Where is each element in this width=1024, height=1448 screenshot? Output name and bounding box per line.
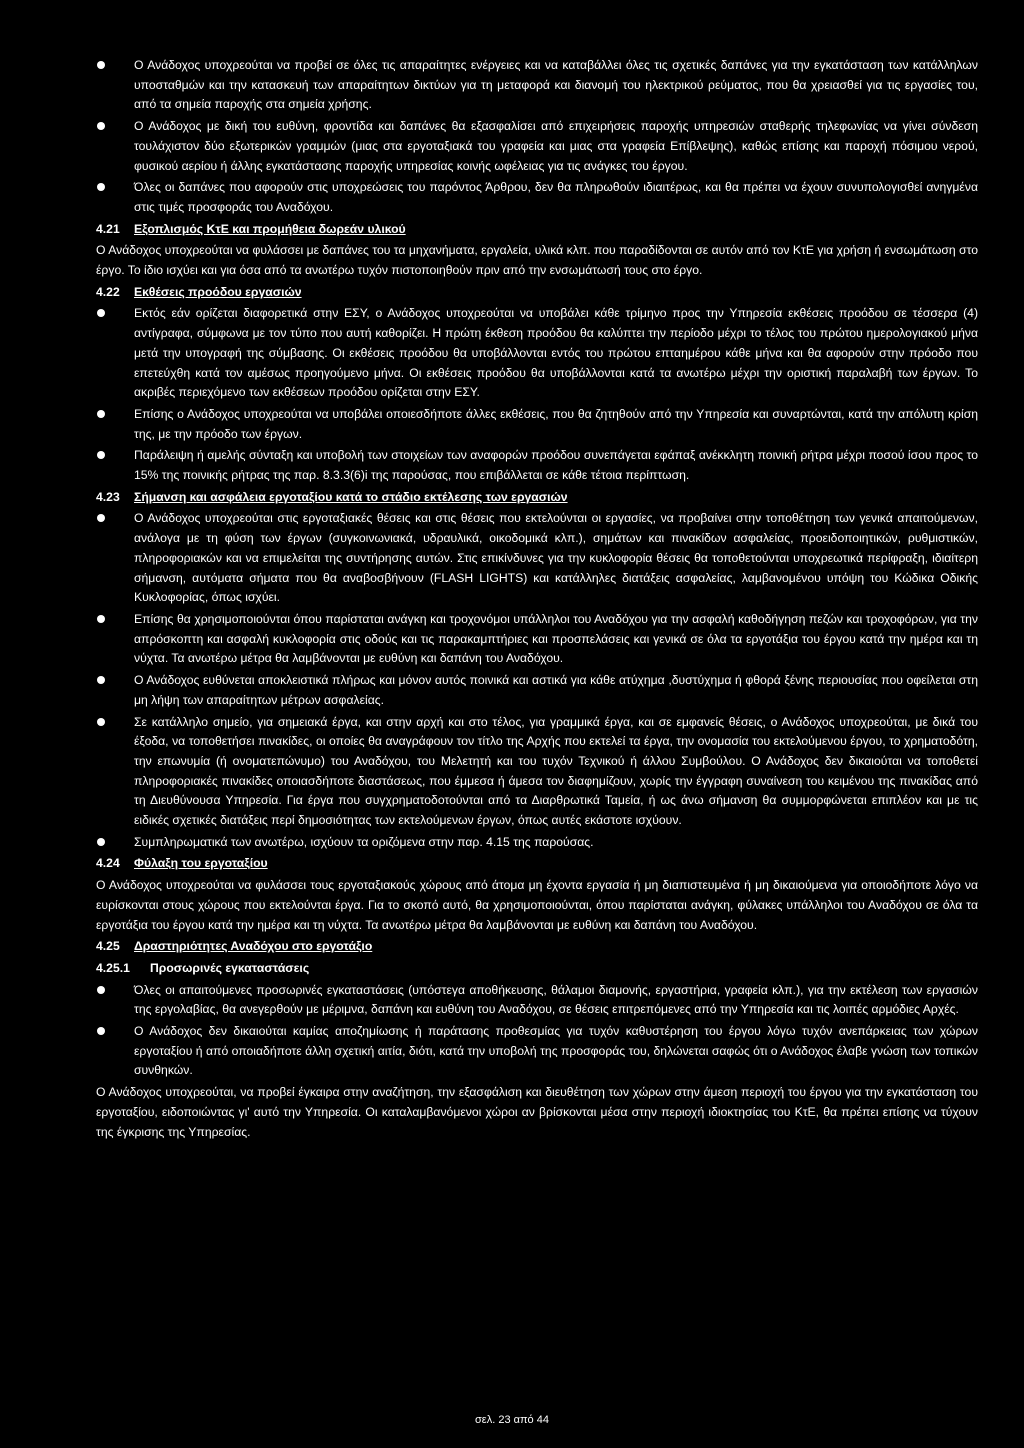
section-number: 4.25 — [96, 939, 120, 954]
bullet-item: Συμπληρωματικά των ανωτέρω, ισχύουν τα οριζόμενα στην παρ. 4.15 της παρούσας. — [96, 833, 978, 853]
section-heading — [96, 488, 978, 508]
bullet-item: Ο Ανάδοχος δεν δικαιούται καμίας αποζημίωσης ή παράτασης προθεσμίας για τυχόν καθυστέρηση του έργου λόγω τυχόν ανεπάρκειας των χώρων εργοταξίου ή από οποιαδήποτε άλλη σχετική αιτία, διότι, κατά την υποβολή της προσφοράς του, δηλώνεται σαφώς ότι ο Ανάδοχος έλαβε γνώση των τοπικών συνθηκών. — [96, 1022, 978, 1081]
page-number: σελ. 23 από 44 — [475, 1414, 549, 1426]
section-number: 4.22 — [96, 284, 120, 299]
section-heading — [96, 937, 978, 957]
bullet-item: Όλες οι δαπάνες που αφορούν στις υποχρεώσεις του παρόντος Άρθρου, δεν θα πληρωθούν ιδιαιτέρως, και θα πρέπει να έχουν συνυπολογισθεί ανηγμένα στις τιμές προσφοράς του Αναδόχου. — [96, 178, 978, 217]
section-heading — [96, 959, 978, 979]
section-heading — [96, 283, 978, 303]
paragraph: Ο Ανάδοχος υποχρεούται, να προβεί έγκαιρα στην αναζήτηση, την εξασφάλιση και διευθέτηση των χώρων στην άμεση περιοχή του έργου για την εγκατάσταση του εργοταξίου, ειδοποιώντας γι' αυτό την Υπηρεσία. Οι καταλαμβανόμενοι χώροι αν βρίσκονται μέσα στην περιοχή ιδιοκτησίας του ΚτΕ, θα πρέπει επίσης να τύχουν της έγκρισης της Υπηρεσίας. — [96, 1085, 978, 1139]
section-title: Φύλαξη του εργοταξίου — [134, 856, 268, 871]
document-body — [96, 56, 978, 1144]
section-number: 4.24 — [96, 856, 120, 871]
paragraph: Ο Ανάδοχος υποχρεούται να φυλάσσει με δαπάνες του τα μηχανήματα, εργαλεία, υλικά κλπ. που παραδίδονται σε αυτόν από τον ΚτΕ για χρήση ή ενσωμάτωση στο έργο. Το ίδιο ισχύει και για όσα από τα ανωτέρω τυχόν πιστοποιηθούν πριν από την ενσωμάτωσή τους στο έργο. — [96, 243, 978, 278]
section-title: Δραστηριότητες Αναδόχου στο εργοτάξιο — [134, 939, 373, 954]
bullet-item: Σε κατάλληλο σημείο, για σημειακά έργα, και στην αρχή και στο τέλος, για γραμμικά έργα, και σε εμφανείς θέσεις, ο Ανάδοχος υποχρεούται, με δικά του έξοδα, να τοποθετήσει πινακίδες, οι οποίες θα αναγράφουν τον τίτλο της Αρχής που εκτελεί τα έργα, την ονομασία του εκτελούμενου έργου, το χρηματοδότη, την επωνυμία (ή ονοματεπώνυμο) του Αναδόχου, του Μελετητή και του τυχόν Τεχνικού ή άλλου Συμβούλου. Ο Ανάδοχος δεν δικαιούται να τοποθετεί πληροφοριακές πινακίδες οποιασδήποτε διαστάσεως, που έμμεσα ή άμεσα τον διαφημίζουν, χωρίς την έγγραφη συναίνεση του κειμένου της πινακίδας από τη Διευθύνουσα Υπηρεσία. Για έργα που συγχρηματοδοτούνται από τα Διαρθρωτικά Ταμεία, ή ως άνω σήμανση θα συμμορφώνεται επιπλέον και με τις ειδικές σχετικές διατάξεις περί δημοσιότητας των εκτελούμενων έργων, όπως αυτές εκάστοτε ισχύουν. — [96, 713, 978, 831]
bullet-item: Ο Ανάδοχος με δική του ευθύνη, φροντίδα και δαπάνες θα εξασφαλίσει από επιχειρήσεις παροχής υπηρεσιών σταθερής τηλεφωνίας να γίνει σύνδεση τουλάχιστον δύο εξωτερικών γραμμών (μιας στα εργοταξιακά του γραφεία και μιας στα γραφεία Επίβλεψης), καθώς επίσης και παροχή πόσιμου νερού, φυσικού αερίου ή άλλης εγκατάστασης παροχής υπηρεσίας κοινής ωφέλειας για τις ανάγκες του έργου. — [96, 117, 978, 176]
bullet-item: Επίσης ο Ανάδοχος υποχρεούται να υποβάλει οποιεσδήποτε άλλες εκθέσεις, που θα ζητηθούν από την Υπηρεσία και συναρτώνται, κατά την απόλυτη κρίση της, με την πρόοδο των έργων. — [96, 405, 978, 444]
section-number: 4.23 — [96, 489, 120, 504]
paragraph: Ο Ανάδοχος υποχρεούται να φυλάσσει τους εργοταξιακούς χώρους από άτομα μη έχοντα εργασία ή μη διαπιστευμένα ή μη δικαιούμενα για οποιοδήποτε λόγο να ευρίσκονται στους χώρους που εκτελούνται έργα. Για το σκοπό αυτό, θα χρησιμοποιούνται, όπου παρίσταται ανάγκη, φύλακες υπάλληλοι του Αναδόχου σε όλα τα εργοτάξια του έργου κατά την ημέρα και τη νύχτα. Τα ανωτέρω μέτρα θα λαμβάνονται με ευθύνη και δαπάνη του Αναδόχου. — [96, 878, 978, 932]
section-title: Εξοπλισμός ΚτΕ και προμήθεια δωρεάν υλικού — [134, 221, 406, 236]
section-title: Σήμανση και ασφάλεια εργοταξίου κατά το στάδιο εκτέλεσης των εργασιών — [134, 489, 568, 504]
bullet-item: Παράλειψη ή αμελής σύνταξη και υποβολή των στοιχείων των αναφορών προόδου συνεπάγεται εφάπαξ ανέκκλητη ποινική ρήτρα μέχρι ποσού ίσου προς το 15% της ποινικής ρήτρας της παρ. 8.3.3(6)i της παρούσας, που επιβάλλεται σε κάθε τέτοια περίπτωση. — [96, 446, 978, 485]
section-title: Εκθέσεις προόδου εργασιών — [134, 284, 302, 299]
section-title: Προσωρινές εγκαταστάσεις — [150, 960, 310, 975]
section-number: 4.21 — [96, 221, 120, 236]
section-heading — [96, 220, 978, 240]
section-heading — [96, 854, 978, 874]
bullet-item: Ο Ανάδοχος ευθύνεται αποκλειστικά πλήρως και μόνον αυτός ποινικά και αστικά για κάθε ατύχημα ,δυστύχημα ή φθορά ξένης περιουσίας που οφείλεται στη μη λήψη των απαραίτητων μέτρων ασφαλείας. — [96, 671, 978, 710]
bullet-item: Ο Ανάδοχος υποχρεούται να προβεί σε όλες τις απαραίτητες ενέργειες και να καταβάλλει όλες τις σχετικές δαπάνες για την εγκατάσταση των κατάλληλων υποσταθμών και την κατασκευή των απαραίτητων δικτύων για τη μεταφορά και διανομή του ηλεκτρικού ρεύματος, που θα χρειασθεί για τις εργασίες του, από τα σημεία παροχής στα σημεία χρήσης. — [96, 56, 978, 115]
bullet-item: Εκτός εάν ορίζεται διαφορετικά στην ΕΣΥ, ο Ανάδοχος υποχρεούται να υποβάλει κάθε τρίμηνο προς την Υπηρεσία εκθέσεις προόδου σε τέσσερα (4) αντίγραφα, σύμφωνα με τον τύπο που αυτή καθορίζει. Η πρώτη έκθεση προόδου θα καλύπτει την περίοδο μέχρι το τέλος του πρώτου ημερολογιακού μήνα μετά την υπογραφή της σύμβασης. Οι εκθέσεις προόδου θα υποβάλλονται εντός του πρώτου επταημέρου κάθε μήνα και θα αφορούν στην πρόοδο που επετεύχθη κατά τον αμέσως προηγούμενο μήνα. Οι εκθέσεις προόδου θα υποβάλλονται κατά τα ανωτέρω μέχρι την οριστική παραλαβή των έργων. Το ακριβές περιεχόμενο των εκθέσεων προόδου ορίζεται στην ΕΣΥ. — [96, 304, 978, 403]
section-number: 4.25.1 — [96, 960, 130, 975]
bullet-item: Όλες οι απαιτούμενες προσωρινές εγκαταστάσεις (υπόστεγα αποθήκευσης, θάλαμοι διαμονής, εργαστήρια, γραφεία κλπ.), για την εκτέλεση των εργασιών της εργολαβίας, θα ανεγερθούν με μέριμνα, δαπάνη και ευθύνη του Αναδόχου, σε θέσεις επιτρεπόμενες από την Υπηρεσία και τις λοιπές αρμόδιες Αρχές. — [96, 981, 978, 1020]
bullet-item: Ο Ανάδοχος υποχρεούται στις εργοταξιακές θέσεις και στις θέσεις που εκτελούνται οι εργασίες, να προβαίνει στην τοποθέτηση των γενικά απαιτούμενων, ανάλογα με τη φύση των έργων (συγκοινωνιακά, υδραυλικά, οικοδομικά κλπ.), σημάτων και πινακίδων ασφαλείας, προειδοποιητικών, ρυθμιστικών, πληροφοριακών και να επιμελείται της συντήρησης αυτών. Στις επικίνδυνες για την κυκλοφορία θέσεις θα τοποθετούνται υποχρεωτικά περίφραξη, ιδιαίτερη σήμανση, αυτόματα σήματα που θα αναβοσβήνουν (FLASH LIGHTS) και κατάλληλες διατάξεις ασφαλείας, λαμβανομένου υπόψη του Κώδικα Οδικής Κυκλοφορίας, όπως ισχύει. — [96, 509, 978, 608]
bullet-item: Επίσης θα χρησιμοποιούνται όπου παρίσταται ανάγκη και τροχονόμοι υπάλληλοι του Αναδόχου για την ασφαλή καθοδήγηση πεζών και τροχοφόρων, για την απρόσκοπτη και ασφαλή κυκλοφορία στις οδούς και τις παρακαμπτήριες και προσπελάσεις και γενικά σε όλα τα εργοτάξια του έργου κατά την ημέρα και τη νύχτα. Τα ανωτέρω μέτρα θα λαμβάνονται με ευθύνη και δαπάνη του Αναδόχου. — [96, 610, 978, 669]
